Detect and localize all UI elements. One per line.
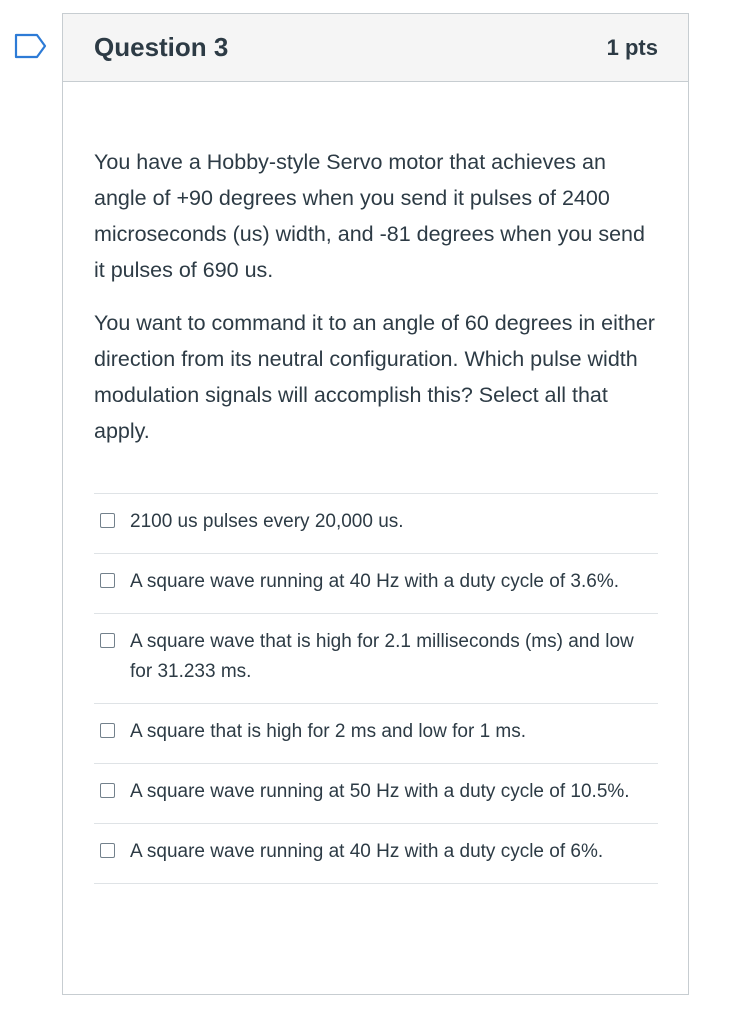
answer-checkbox[interactable] (100, 723, 115, 738)
answer-label: A square wave running at 40 Hz with a duty cycle of 3.6%. (130, 571, 619, 592)
answer-list (94, 493, 658, 884)
question-title: Question 3 (94, 32, 229, 62)
question-card (62, 13, 689, 995)
answer-checkbox[interactable] (100, 513, 115, 528)
answer-label: 2100 us pulses every 20,000 us. (130, 511, 404, 532)
answer-checkbox[interactable] (100, 843, 115, 858)
answer-option[interactable] (94, 554, 658, 614)
answer-checkbox[interactable] (100, 573, 115, 588)
answer-option[interactable] (94, 704, 658, 764)
answer-option[interactable] (94, 824, 658, 884)
answer-option[interactable] (94, 764, 658, 824)
answer-option[interactable] (94, 494, 658, 554)
answer-checkbox[interactable] (100, 633, 115, 648)
question-points: 1 pts (606, 34, 658, 60)
answer-label: A square wave running at 40 Hz with a duty cycle of 6%. (130, 841, 604, 862)
answer-label: A square that is high for 2 ms and low for 1 ms. (130, 721, 527, 742)
answer-checkbox[interactable] (100, 783, 115, 798)
question-text-paragraph: You have a Hobby-style Servo motor that achieves an angle of +90 degrees when you send it pulses of 2400 microseconds (us) width, and -81 degrees when you send it pulses of 690 us. (94, 150, 645, 282)
answer-label: A square wave running at 50 Hz with a duty cycle of 10.5%. (130, 781, 630, 802)
question-header (63, 14, 688, 82)
answer-label: A square wave that is high for 2.1 milliseconds (ms) and low for 31.233 ms. (130, 631, 634, 682)
question-text-paragraph: You want to command it to an angle of 60 degrees in either direction from its neutral configuration. Which pulse width modulation signals will accomplish this? Select all that apply. (94, 311, 655, 443)
flag-question-icon[interactable] (14, 33, 48, 59)
question-body (63, 82, 688, 884)
answer-option[interactable] (94, 614, 658, 704)
